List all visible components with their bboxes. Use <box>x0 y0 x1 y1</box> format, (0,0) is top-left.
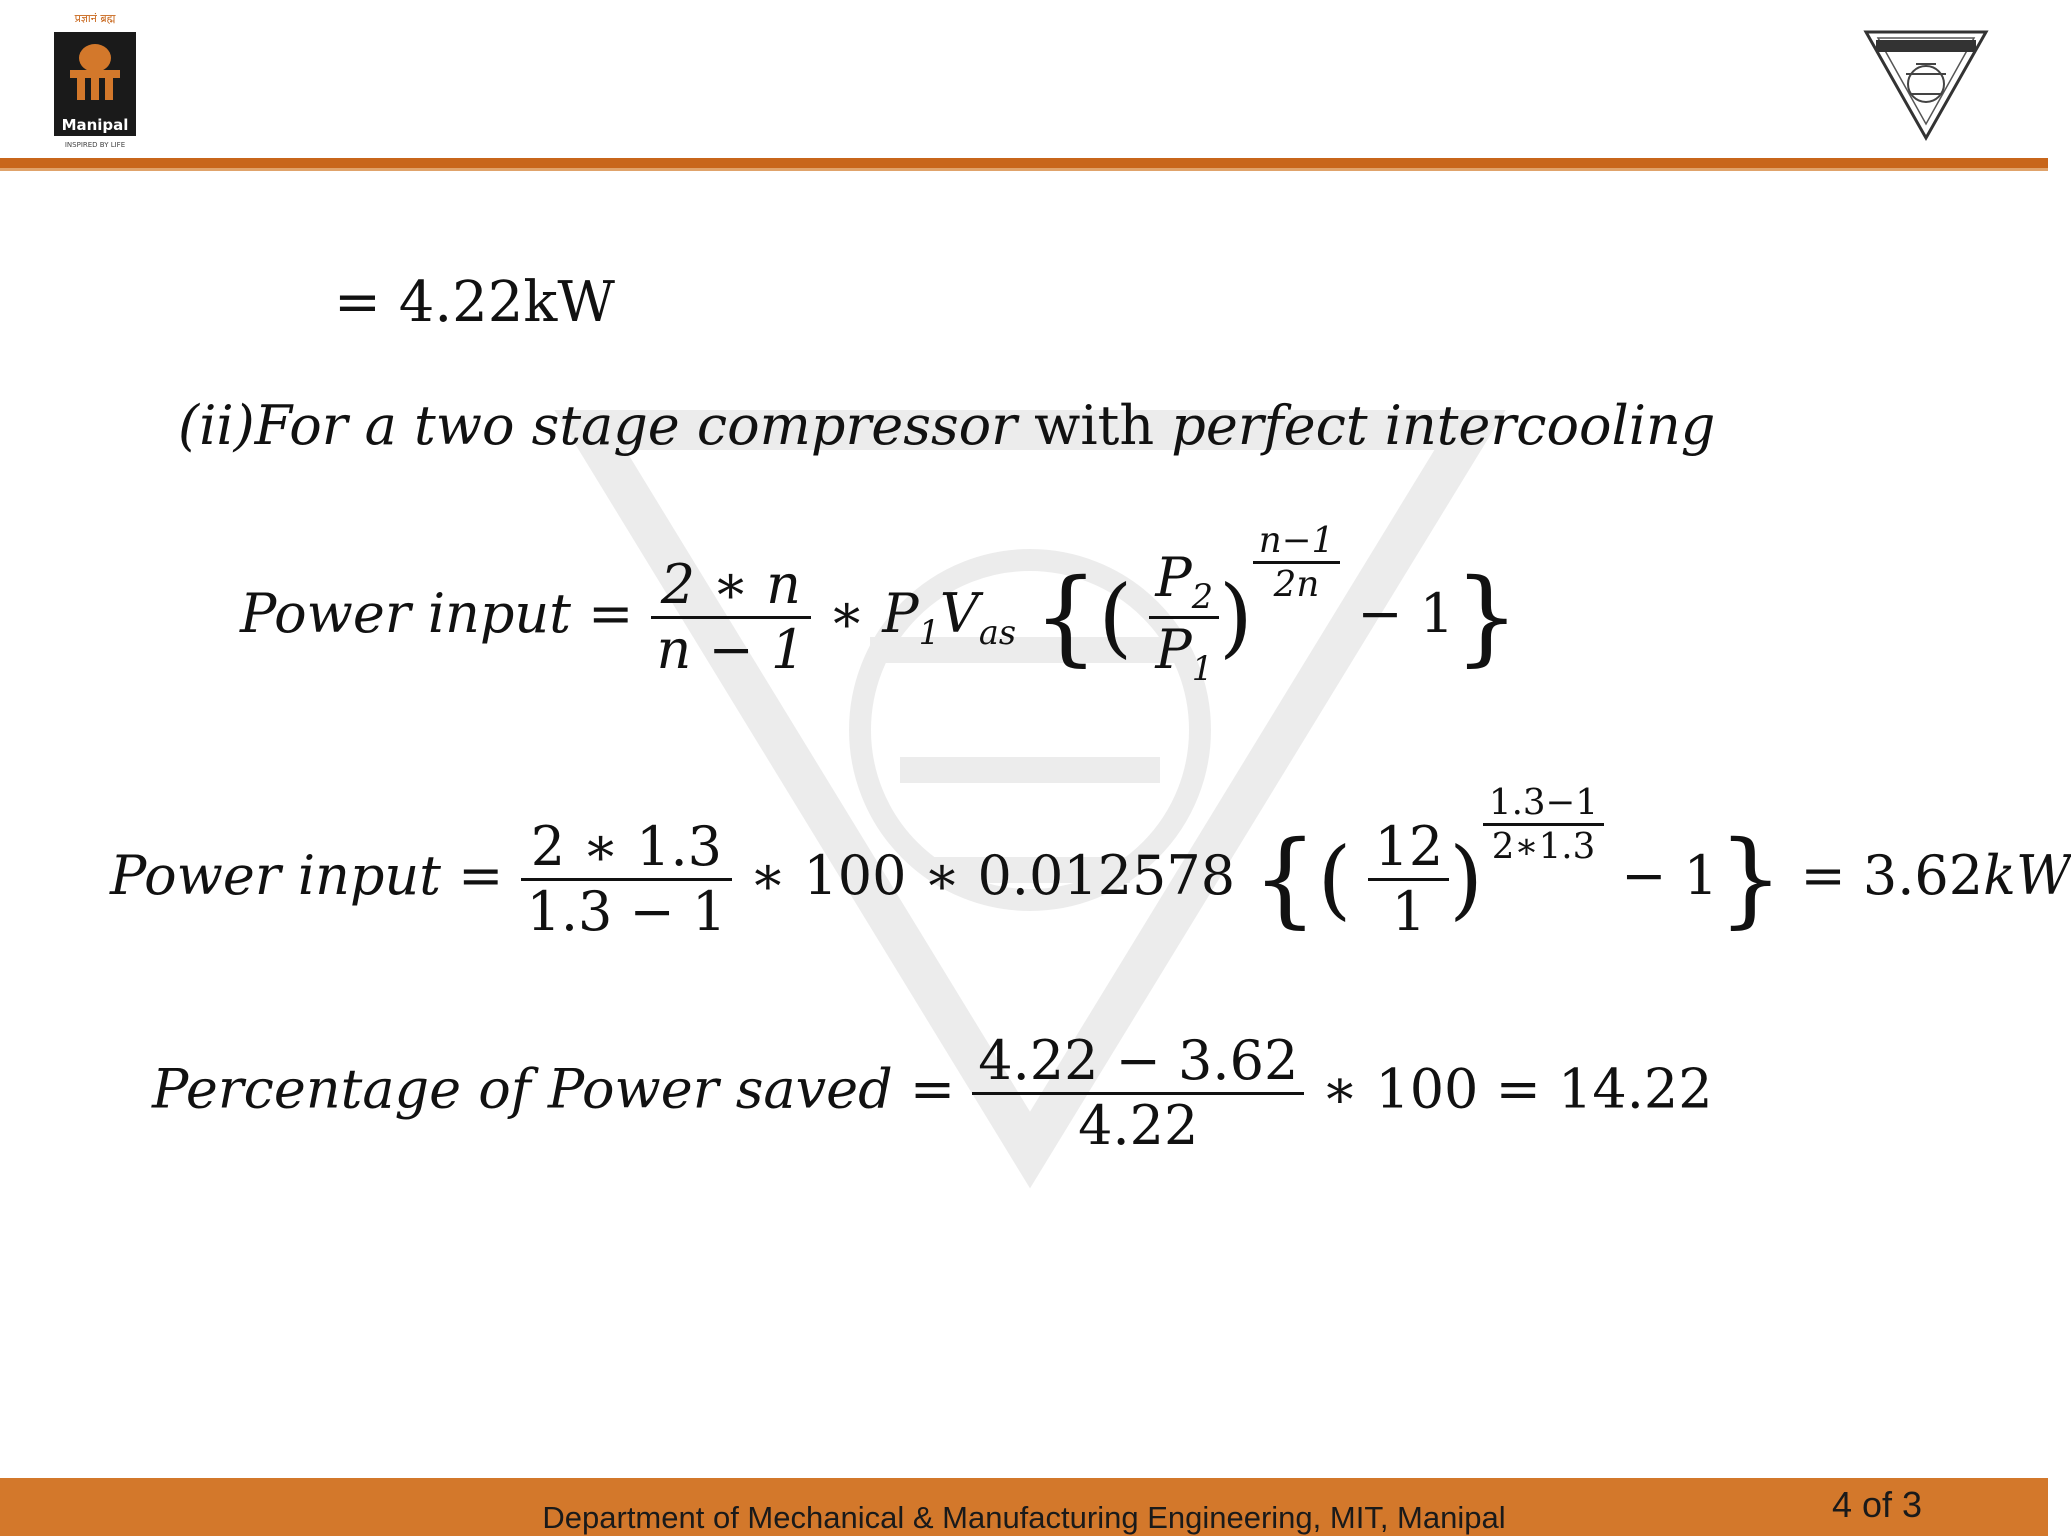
percentage-fraction <box>972 1030 1304 1157</box>
coef-numerator: 2 ∗ n <box>660 553 801 617</box>
numeric-result: = 3.62 <box>1800 843 1984 907</box>
exponent-denominator: 2n <box>1253 561 1340 605</box>
subheading-prefix: (ii)For a two stage compressor <box>178 394 1017 457</box>
percentage-lhs: Percentage of Power saved <box>152 1057 893 1121</box>
numeric-exponent-numerator: 1.3−1 <box>1488 782 1599 823</box>
numeric-result-unit: kW <box>1983 843 2071 907</box>
numeric-ratio-numerator: 12 <box>1374 815 1444 879</box>
result-line: = 4.22kW <box>334 270 615 335</box>
formula-numeric-lhs: Power input = <box>110 843 504 907</box>
exponent-numerator: n−1 <box>1258 520 1335 561</box>
minus-one: − 1 <box>1357 581 1455 645</box>
formula-percentage <box>152 1030 1713 1157</box>
numeric-right-brace: } <box>1718 820 1784 939</box>
right-paren: ) <box>1219 567 1253 668</box>
page-number: 4 of 3 <box>1832 1484 1923 1525</box>
formula-general <box>240 520 1519 689</box>
header-divider-light <box>0 168 2048 171</box>
percentage-denominator: 4.22 <box>972 1092 1304 1157</box>
logo-hindi-text: प्रज्ञानं ब्रह्म <box>74 12 116 25</box>
logo-tagline: INSPIRED BY LIFE <box>64 141 126 149</box>
numeric-coef-denominator: 1.3 − 1 <box>521 878 733 943</box>
vas-symbol: $V_{as}$ <box>939 581 1017 652</box>
formula-numeric-coef <box>521 816 733 943</box>
pressure-ratio <box>1149 547 1219 689</box>
numeric-ratio-denominator: 1 <box>1368 878 1449 943</box>
coef-denominator: n − 1 <box>651 616 812 681</box>
mul-sign: ∗ <box>828 581 866 645</box>
subheading-suffix: perfect intercooling <box>1171 394 1716 457</box>
formula-numeric <box>110 782 2071 944</box>
numeric-coef-numerator: 2 ∗ 1.3 <box>530 815 723 879</box>
manipal-logo <box>52 6 138 150</box>
ratio-denominator: $P_1$ <box>1149 616 1219 688</box>
numeric-exponent <box>1483 782 1604 867</box>
numeric-left-paren: ( <box>1317 829 1352 930</box>
p1-symbol: $P_1$ <box>882 581 940 652</box>
numeric-pressure-ratio <box>1368 816 1449 943</box>
percentage-equals: = <box>909 1057 956 1121</box>
percentage-tail: ∗ 100 = 14.22 <box>1321 1057 1713 1121</box>
mit-seal-logo <box>1858 18 1994 142</box>
numeric-minus-one: − 1 <box>1621 843 1719 907</box>
footer-department: Department of Mechanical & Manufacturing Engineering, MIT, Manipal <box>542 1500 1506 1535</box>
numeric-left-brace: { <box>1252 820 1318 939</box>
right-brace: } <box>1454 558 1520 677</box>
subheading <box>178 394 1715 457</box>
percentage-numerator: 4.22 − 3.62 <box>978 1029 1299 1092</box>
numeric-middle: ∗ 100 ∗ 0.012578 <box>749 843 1236 907</box>
numeric-exponent-denominator: 2∗1.3 <box>1483 823 1604 867</box>
header-divider <box>0 158 2048 168</box>
formula-general-coef <box>651 554 812 681</box>
formula-general-lhs: Power input = <box>240 581 634 645</box>
left-paren: ( <box>1098 567 1133 668</box>
ratio-numerator: $P_2$ <box>1155 546 1214 616</box>
exponent <box>1253 520 1340 605</box>
numeric-right-paren: ) <box>1449 829 1483 930</box>
subheading-middle: with <box>1016 394 1172 457</box>
logo-label: Manipal <box>61 116 129 134</box>
left-brace: { <box>1033 558 1099 677</box>
